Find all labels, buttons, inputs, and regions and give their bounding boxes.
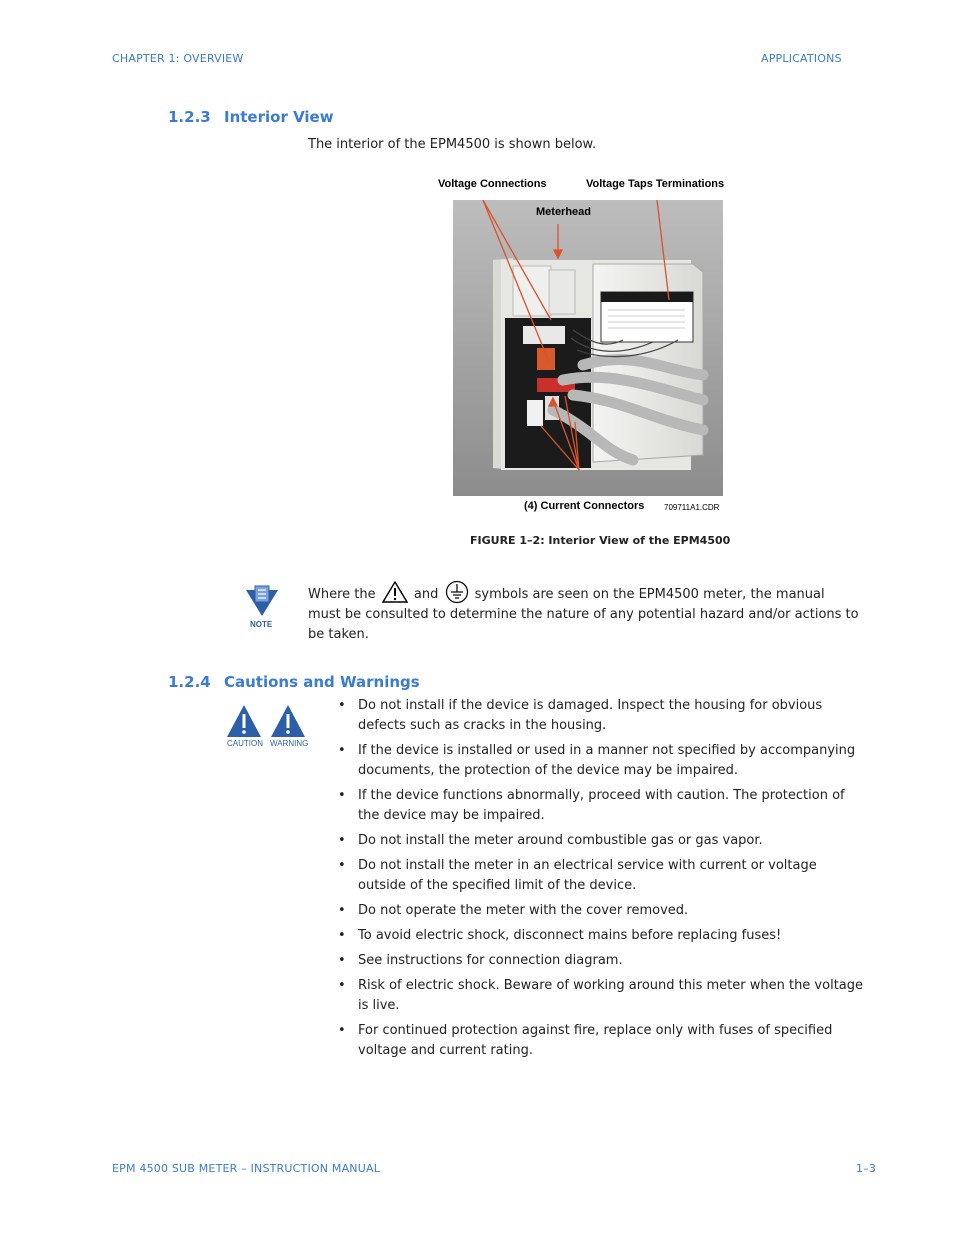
page-number: 1–3 <box>856 1162 877 1175</box>
list-item: • See instructions for connection diagram. <box>334 951 866 971</box>
section-title: Interior View <box>224 108 334 126</box>
note-text-part3: symbols are seen on the EPM4500 meter, the manual must be consulted to determine the nature of any potential hazard and/or actions to be taken. <box>308 587 859 642</box>
cautions-list-container <box>334 696 866 1066</box>
label-current-connectors: (4) Current Connectors <box>524 500 645 512</box>
section-heading-interior-view <box>168 108 334 126</box>
running-header-section: APPLICATIONS <box>761 52 842 65</box>
list-item: • Do not operate the meter with the cover removed. <box>334 901 866 921</box>
label-voltage-connections: Voltage Connections <box>438 178 547 190</box>
list-item: • Do not install if the device is damaged. Inspect the housing for obvious defects such as cracks in the housing. <box>334 696 866 736</box>
running-footer-manual: EPM 4500 SUB METER – INSTRUCTION MANUAL <box>112 1162 381 1175</box>
note-icon <box>240 584 284 632</box>
caution-triangle-icon <box>382 581 408 603</box>
section-title: Cautions and Warnings <box>224 673 420 691</box>
list-item: • To avoid electric shock, disconnect mains before replacing fuses! <box>334 926 866 946</box>
section-number: 1.2.3 <box>168 108 211 126</box>
note-hand-icon <box>240 584 284 618</box>
list-item: • Do not install the meter around combustible gas or gas vapor. <box>334 831 866 851</box>
caution-warning-icons <box>224 704 314 750</box>
figure-caption: FIGURE 1–2: Interior View of the EPM4500 <box>470 534 731 547</box>
note-label: NOTE <box>250 620 273 629</box>
ground-symbol-icon <box>445 580 469 604</box>
interior-intro-text: The interior of the EPM4500 is shown below. <box>308 137 597 152</box>
list-item: • Risk of electric shock. Beware of working around this meter when the voltage is live. <box>334 976 866 1016</box>
note-text-part2: and <box>413 587 439 602</box>
warning-icon <box>270 704 306 738</box>
interior-view-figure <box>430 172 730 517</box>
caution-icon <box>226 704 262 738</box>
list-item: • For continued protection against fire, replace only with fuses of specified voltage and current rating. <box>334 1021 866 1061</box>
running-header-chapter: CHAPTER 1: OVERVIEW <box>112 52 244 65</box>
list-item: • Do not install the meter in an electrical service with current or voltage outside of the specified limit of the device. <box>334 856 866 896</box>
section-number: 1.2.4 <box>168 673 211 691</box>
list-item: • If the device functions abnormally, proceed with caution. The protection of the device may be impaired. <box>334 786 866 826</box>
list-item: • If the device is installed or used in a manner not specified by accompanying documents, the protection of the device may be impaired. <box>334 741 866 781</box>
label-voltage-taps: Voltage Taps Terminations <box>586 178 725 190</box>
caution-label: CAUTION <box>227 739 263 748</box>
note-text <box>308 580 860 645</box>
label-meterhead: Meterhead <box>536 206 592 218</box>
figure-file-reference: 709711A1.CDR <box>664 503 720 512</box>
cautions-list <box>334 696 866 1061</box>
note-text-part1: Where the <box>308 587 376 602</box>
section-heading-cautions <box>168 673 420 691</box>
warning-label: WARNING <box>270 739 309 748</box>
epm4500-interior-photo <box>453 200 723 496</box>
